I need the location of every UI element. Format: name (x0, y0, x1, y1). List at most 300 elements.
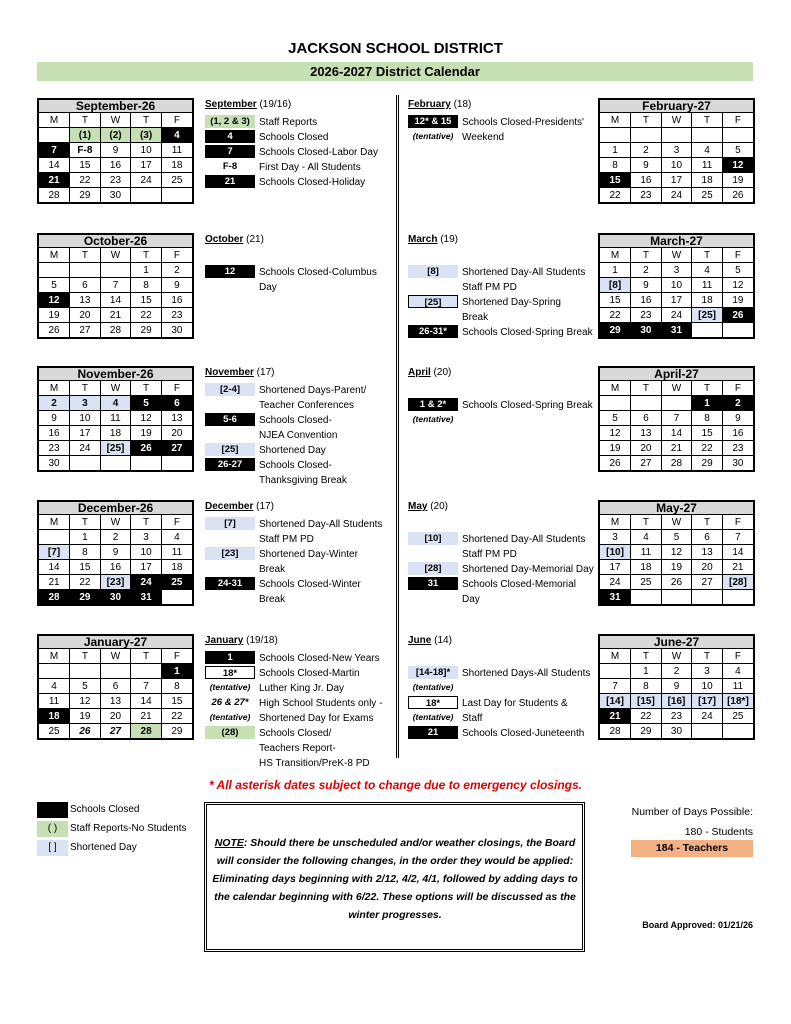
day-cell: 2 (722, 396, 753, 411)
day-cell: 22 (161, 709, 192, 724)
legend-event (408, 726, 594, 741)
legend-oct (205, 233, 391, 295)
calendar-month-title: January-27 (39, 636, 192, 649)
day-cell: 8 (692, 411, 723, 426)
day-cell: 19 (600, 441, 631, 456)
calendar-sep (37, 98, 194, 204)
legend-event (408, 250, 594, 265)
day-cell: 12 (70, 694, 101, 709)
day-cell: 3 (661, 143, 692, 158)
day-cell: 25 (631, 575, 662, 590)
day-cell (39, 664, 70, 679)
day-cell: 14 (661, 426, 692, 441)
day-cell: 22 (70, 173, 101, 188)
day-cell: 29 (600, 323, 631, 338)
event-date-box: 5-6 (205, 413, 255, 426)
event-date-box: [8] (408, 265, 458, 278)
day-cell: 28 (100, 323, 131, 338)
legend-event (205, 562, 391, 577)
day-cell: 21 (39, 173, 70, 188)
day-cell: 31 (600, 590, 631, 605)
day-cell: 20 (631, 441, 662, 456)
day-cell: 27 (631, 456, 662, 471)
calendar-may (598, 500, 755, 606)
day-cell (692, 590, 723, 605)
day-cell: 20 (100, 709, 131, 724)
day-cell: 18 (692, 173, 723, 188)
legend-event (408, 651, 594, 666)
weekday-header: T (131, 649, 162, 664)
day-cell: 12 (722, 278, 753, 293)
legend-month: March (408, 234, 438, 245)
event-date-box (408, 280, 458, 293)
legend-mar (408, 233, 594, 340)
weekday-header: W (661, 248, 692, 263)
day-cell: 21 (100, 308, 131, 323)
day-cell: 11 (631, 545, 662, 560)
event-date-box: 12* & 15 (408, 115, 458, 128)
day-cell: 27 (692, 575, 723, 590)
legend-heading (408, 98, 594, 111)
event-date-box (408, 250, 458, 263)
day-cell: 28 (600, 724, 631, 739)
weekday-header: F (161, 248, 192, 263)
event-date-box: (tentative) (412, 712, 454, 722)
day-cell (161, 188, 192, 203)
weekday-header: W (661, 381, 692, 396)
day-cell (661, 128, 692, 143)
legend-jun (408, 634, 594, 741)
day-cell: 26 (722, 308, 753, 323)
event-description: Staff PM PD (462, 282, 517, 293)
day-cell: 24 (661, 308, 692, 323)
event-description: Shortened Day-All Students (462, 534, 586, 545)
day-cell: 14 (100, 293, 131, 308)
day-cell: 29 (131, 323, 162, 338)
legend-event (408, 310, 594, 325)
day-cell: [7] (39, 545, 70, 560)
legend-day-count: (19/16) (256, 99, 292, 110)
day-cell: 11 (100, 411, 131, 426)
legend-day-count: (18) (450, 99, 472, 110)
day-cell: 1 (692, 396, 723, 411)
legend-event (408, 517, 594, 532)
day-cell: 2 (39, 396, 70, 411)
weekday-header: M (39, 113, 70, 128)
day-cell: 10 (692, 679, 723, 694)
event-date-box (408, 383, 458, 396)
day-cell: 3 (692, 664, 723, 679)
day-cell: 16 (722, 426, 753, 441)
day-cell: [28] (722, 575, 753, 590)
day-cell: (1) (70, 128, 101, 143)
day-cell: 17 (661, 173, 692, 188)
legend-heading (408, 233, 594, 246)
day-cell: 1 (70, 530, 101, 545)
day-cell: 1 (631, 664, 662, 679)
day-cell: 8 (70, 545, 101, 560)
weekday-header: W (100, 649, 131, 664)
weekday-header: W (100, 381, 131, 396)
day-cell: 27 (70, 323, 101, 338)
legend-event (408, 562, 594, 577)
weekday-header: T (131, 515, 162, 530)
legend-event (205, 160, 391, 175)
weekday-header: T (631, 113, 662, 128)
weekday-header: T (692, 113, 723, 128)
day-cell: 29 (631, 724, 662, 739)
day-cell: 20 (161, 426, 192, 441)
day-cell: 6 (70, 278, 101, 293)
legend-month: April (408, 367, 431, 378)
day-cell: [25] (100, 441, 131, 456)
legend-closed-swatch (37, 802, 68, 818)
day-cell: 24 (131, 173, 162, 188)
event-date-box: 24-31 (205, 577, 255, 590)
event-description: Schools Closed-Memorial (462, 579, 576, 590)
weekday-header: F (161, 381, 192, 396)
event-description: First Day - All Students (259, 162, 361, 173)
legend-day-count: (14) (431, 635, 452, 646)
days-teachers: 184 - Teachers (631, 840, 753, 857)
day-cell: 16 (100, 158, 131, 173)
day-cell: 14 (39, 560, 70, 575)
day-cell: 13 (100, 694, 131, 709)
legend-month: February (408, 99, 451, 110)
legend-nov (205, 366, 391, 488)
day-cell: 9 (39, 411, 70, 426)
day-cell: 30 (39, 456, 70, 471)
day-cell: 20 (70, 308, 101, 323)
legend-event (408, 666, 594, 681)
day-cell: (2) (100, 128, 131, 143)
day-cell: 4 (161, 530, 192, 545)
event-date-box: [25] (408, 295, 458, 308)
day-cell: 31 (661, 323, 692, 338)
day-cell: 3 (661, 263, 692, 278)
weekday-header: M (39, 381, 70, 396)
legend-event (408, 115, 594, 130)
legend-event (205, 473, 391, 488)
calendar-month-title: March-27 (600, 235, 753, 248)
event-description: NJEA Convention (259, 430, 338, 441)
day-cell: 20 (692, 560, 723, 575)
legend-event (205, 130, 391, 145)
legend-staff-swatch: ( ) (37, 821, 68, 837)
legend-dec (205, 500, 391, 607)
calendar-month-title: February-27 (600, 100, 753, 113)
day-cell: 1 (600, 263, 631, 278)
event-date-box: 26 & 27* (211, 697, 249, 708)
legend-day-count: (20) (430, 367, 452, 378)
day-cell: 25 (39, 724, 70, 739)
legend-event (408, 398, 594, 413)
day-cell: 24 (70, 441, 101, 456)
legend-event (408, 577, 594, 592)
calendar-dec (37, 500, 194, 606)
day-cell: 26 (722, 188, 753, 203)
event-description: Shortened Days-Parent/ (259, 385, 367, 396)
legend-sep (205, 98, 391, 190)
day-cell: 19 (722, 293, 753, 308)
event-date-box: [7] (205, 517, 255, 530)
day-cell: 7 (131, 679, 162, 694)
weekday-header: F (722, 649, 753, 664)
day-cell (661, 590, 692, 605)
event-date-box: (tentative) (412, 131, 454, 141)
day-cell: 26 (600, 456, 631, 471)
weekday-header: F (722, 248, 753, 263)
event-description: Schools Closed-Spring Break (462, 327, 593, 338)
calendar-apr (598, 366, 755, 472)
event-date-box: (tentative) (209, 682, 251, 692)
legend-jan (205, 634, 391, 771)
day-cell: 18 (631, 560, 662, 575)
day-cell: 18 (100, 426, 131, 441)
day-cell: [18*] (722, 694, 753, 709)
event-date-box: 4 (205, 130, 255, 143)
weekday-header: T (631, 381, 662, 396)
legend-event (205, 741, 391, 756)
day-cell: 17 (661, 293, 692, 308)
event-description: Shortened Day-Spring (462, 297, 561, 308)
day-cell: 9 (100, 143, 131, 158)
day-cell: 12 (600, 426, 631, 441)
day-cell: 23 (631, 308, 662, 323)
day-cell: 10 (661, 158, 692, 173)
event-date-box: (tentative) (209, 712, 251, 722)
district-title: JACKSON SCHOOL DISTRICT (288, 40, 503, 57)
day-cell: 25 (161, 173, 192, 188)
day-cell: 16 (100, 560, 131, 575)
day-cell: 12 (722, 158, 753, 173)
legend-event (205, 250, 391, 265)
day-cell: [14] (600, 694, 631, 709)
day-cell: 25 (722, 709, 753, 724)
day-cell: 9 (100, 545, 131, 560)
event-date-box: (1, 2 & 3) (205, 115, 255, 128)
day-cell: 11 (692, 158, 723, 173)
legend-heading (205, 634, 391, 647)
weekday-header: W (100, 515, 131, 530)
day-cell: 22 (70, 575, 101, 590)
event-date-box: [25] (205, 443, 255, 456)
calendar-jun (598, 634, 755, 740)
weekday-header: F (722, 515, 753, 530)
weekday-header: T (692, 515, 723, 530)
event-description: Teachers Report- (259, 743, 336, 754)
legend-event (205, 145, 391, 160)
day-cell: 18 (161, 158, 192, 173)
legend-shortened-label: Shortened Day (70, 842, 137, 853)
legend-heading (205, 366, 391, 379)
day-cell: 30 (161, 323, 192, 338)
day-cell (600, 128, 631, 143)
event-date-box: F-8 (205, 160, 255, 173)
day-cell: 18 (39, 709, 70, 724)
day-cell (39, 128, 70, 143)
event-date-box: [23] (205, 547, 255, 560)
day-cell: 29 (70, 590, 101, 605)
day-cell: 15 (692, 426, 723, 441)
day-cell: 25 (692, 188, 723, 203)
day-cell: 23 (100, 173, 131, 188)
event-date-box (205, 250, 255, 263)
legend-event (205, 756, 391, 771)
day-cell: 4 (161, 128, 192, 143)
event-description: Schools Closed-Columbus (259, 267, 377, 278)
day-cell: 12 (39, 293, 70, 308)
legend-event (205, 428, 391, 443)
event-date-box: 21 (205, 175, 255, 188)
event-date-box: 1 (205, 651, 255, 664)
weekday-header: T (70, 515, 101, 530)
day-cell: 10 (131, 143, 162, 158)
weekday-header: T (70, 248, 101, 263)
day-cell: 29 (161, 724, 192, 739)
event-date-box (408, 517, 458, 530)
event-description: Thanksgiving Break (259, 475, 347, 486)
day-cell: 24 (661, 188, 692, 203)
weather-note (210, 834, 580, 924)
day-cell: 16 (631, 293, 662, 308)
legend-event (205, 398, 391, 413)
day-cell: 2 (631, 263, 662, 278)
day-cell: 4 (100, 396, 131, 411)
day-cell: 15 (70, 158, 101, 173)
day-cell: 29 (692, 456, 723, 471)
day-cell: 30 (661, 724, 692, 739)
day-cell: 13 (692, 545, 723, 560)
day-cell: 28 (39, 188, 70, 203)
day-cell: 13 (161, 411, 192, 426)
day-cell: 22 (631, 709, 662, 724)
day-cell: 18 (161, 560, 192, 575)
day-cell: 6 (161, 396, 192, 411)
legend-month: November (205, 367, 254, 378)
weekday-header: T (631, 515, 662, 530)
calendar-month-title: September-26 (39, 100, 192, 113)
day-cell: 19 (70, 709, 101, 724)
event-description: Schools Closed-Juneteenth (462, 728, 585, 739)
event-description: Break (462, 312, 489, 323)
legend-heading (205, 500, 391, 513)
event-date-box (408, 547, 458, 560)
weekday-header: M (600, 381, 631, 396)
event-description: HS Transition/PreK-8 PD (259, 758, 370, 769)
event-description: Schools Closed- (259, 460, 332, 471)
day-cell: 21 (131, 709, 162, 724)
day-cell: 5 (39, 278, 70, 293)
event-description: Schools Closed (259, 132, 329, 143)
event-date-box: 26-27 (205, 458, 255, 471)
day-cell: 4 (631, 530, 662, 545)
day-cell: [16] (661, 694, 692, 709)
weekday-header: M (600, 515, 631, 530)
asterisk-note: * All asterisk dates subject to change due to emergency closings. (208, 778, 582, 792)
legend-event (408, 532, 594, 547)
event-date-box: 18* (408, 696, 458, 709)
day-cell: 31 (131, 590, 162, 605)
day-cell: 4 (692, 263, 723, 278)
event-date-box (205, 756, 255, 769)
event-description: Shortened Days-All Students (462, 668, 591, 679)
day-cell: 11 (722, 679, 753, 694)
day-cell: 28 (661, 456, 692, 471)
calendar-month-title: May-27 (600, 502, 753, 515)
calendar-jan (37, 634, 194, 740)
weekday-header: M (39, 649, 70, 664)
legend-event (205, 696, 391, 711)
event-date-box (408, 592, 458, 605)
event-date-box: 31 (408, 577, 458, 590)
day-cell: 10 (661, 278, 692, 293)
event-date-box: (tentative) (412, 682, 454, 692)
day-cell (100, 263, 131, 278)
event-description: Staff (462, 713, 483, 724)
day-cell (631, 590, 662, 605)
event-description: Teacher Conferences (259, 400, 355, 411)
day-cell: 28 (131, 724, 162, 739)
day-cell: 12 (661, 545, 692, 560)
day-cell: 19 (131, 426, 162, 441)
event-description: Break (259, 594, 286, 605)
day-cell (722, 590, 753, 605)
day-cell: 13 (631, 426, 662, 441)
day-cell: 23 (722, 441, 753, 456)
day-cell: 5 (722, 263, 753, 278)
event-date-box: 12 (205, 265, 255, 278)
weekday-header: W (661, 113, 692, 128)
day-cell: 3 (600, 530, 631, 545)
day-cell (722, 323, 753, 338)
event-description: Staff Reports (259, 117, 318, 128)
legend-event (205, 547, 391, 562)
event-description: High School Students only - (259, 698, 383, 709)
day-cell: 15 (600, 293, 631, 308)
day-cell: 17 (70, 426, 101, 441)
weekday-header: M (600, 649, 631, 664)
event-description: Schools Closed- (259, 415, 332, 426)
day-cell: 25 (161, 575, 192, 590)
day-cell (631, 128, 662, 143)
legend-day-count: (20) (427, 501, 449, 512)
weekday-header: T (131, 381, 162, 396)
legend-feb (408, 98, 594, 145)
legend-event (408, 130, 594, 145)
day-cell (661, 396, 692, 411)
day-cell: 6 (692, 530, 723, 545)
event-description: Schools Closed-New Years (259, 653, 380, 664)
legend-event (205, 115, 391, 130)
day-cell: F-8 (70, 143, 101, 158)
event-description: Schools Closed/ (259, 728, 332, 739)
day-cell: 7 (661, 411, 692, 426)
legend-month: May (408, 501, 428, 512)
event-date-box (408, 651, 458, 664)
day-cell: 22 (600, 188, 631, 203)
legend-event (408, 696, 594, 711)
event-date-box: [10] (408, 532, 458, 545)
legend-event (408, 681, 594, 696)
day-cell (722, 724, 753, 739)
day-cell: [15] (631, 694, 662, 709)
event-date-box (205, 473, 255, 486)
day-cell: 26 (70, 724, 101, 739)
legend-heading (408, 634, 594, 647)
day-cell: 17 (131, 560, 162, 575)
legend-event (205, 726, 391, 741)
